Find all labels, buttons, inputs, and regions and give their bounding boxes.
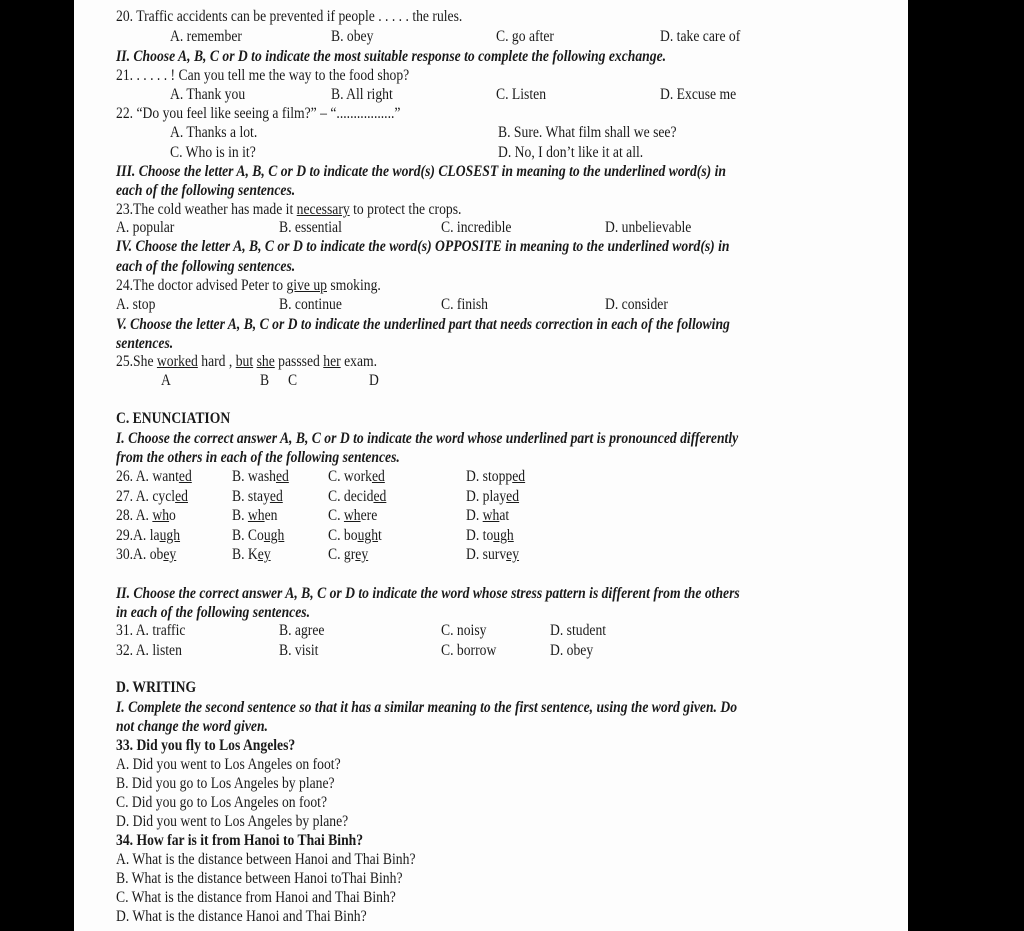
underlined-part: wh <box>482 507 500 524</box>
q34-option-d: D. What is the distance Hanoi and Thai Binh? <box>116 908 367 925</box>
q32-option-c: C. borrow <box>441 642 497 659</box>
underlined-part: ugh <box>263 526 285 544</box>
part4-heading-line1: IV. Choose the letter A, B, C or D to indicate the word(s) OPPOSITE in meaning to the underlined word(s) in <box>116 238 730 255</box>
q24-option-c: C. finish <box>441 296 488 313</box>
d1-heading-line2: not change the word given. <box>116 718 268 735</box>
q23-stem: 23.The cold weather has made it necessary to protect the crops. <box>116 201 462 218</box>
q23-underlined-word: necessary <box>296 201 350 218</box>
q33-stem: 33. Did you fly to Los Angeles? <box>116 737 296 754</box>
q22-option-c: C. Who is in it? <box>170 144 256 161</box>
q22-option-a: A. Thanks a lot. <box>170 124 258 141</box>
document-page <box>74 0 908 931</box>
underlined-part: wh <box>343 507 361 524</box>
pronunciation-option: C. bought <box>328 526 382 544</box>
pronunciation-option: 27. A. cycled <box>116 487 188 505</box>
q25-sentence: 25.She worked hard , but she passsed her exam. <box>116 353 378 370</box>
pronunciation-option: C. worked <box>328 468 385 485</box>
q31-option-a: 31. A. traffic <box>116 622 186 639</box>
part3-heading-line2: each of the following sentences. <box>116 182 296 199</box>
q33-option-c: C. Did you go to Los Angeles on foot? <box>116 794 328 811</box>
section-d-title: D. WRITING <box>116 679 197 696</box>
underlined-part: ugh <box>493 526 514 544</box>
pronunciation-option: D. what <box>466 507 510 524</box>
pronunciation-option: D. stopped <box>466 468 526 485</box>
pronunciation-option: D. survey <box>466 546 520 563</box>
q22-option-b: B. Sure. What film shall we see? <box>498 124 677 141</box>
q31-option-c: C. noisy <box>441 622 487 639</box>
q25-letter-c: C <box>288 372 298 389</box>
q21-option-a: A. Thank you <box>170 86 246 103</box>
q21-option-b: B. All right <box>331 86 393 103</box>
part5-heading-line2: sentences. <box>116 335 174 352</box>
pronunciation-option: B. stayed <box>232 487 283 505</box>
q32-option-d: D. obey <box>550 642 594 659</box>
q21-stem: 21. . . . . . ! Can you tell me the way to the food shop? <box>116 67 410 84</box>
pronunciation-option: C. grey <box>328 546 369 563</box>
q33-option-d: D. Did you went to Los Angeles by plane? <box>116 813 349 830</box>
underlined-part: ed <box>506 487 520 505</box>
pronunciation-option: C. decided <box>328 487 387 505</box>
q31-option-b: B. agree <box>279 622 325 639</box>
part5-heading-line1: V. Choose the letter A, B, C or D to indicate the underlined part that needs correction in each of the following <box>116 316 730 333</box>
section-c-title: C. ENUNCIATION <box>116 410 231 427</box>
pronunciation-option: C. where <box>328 507 378 524</box>
q34-option-c: C. What is the distance from Hanoi and Thai Binh? <box>116 889 396 906</box>
pronunciation-option: D. played <box>466 487 520 505</box>
q25-letter-a: A <box>161 372 171 389</box>
q33-option-b: B. Did you go to Los Angeles by plane? <box>116 775 335 792</box>
pronunciation-option: 29.A. laugh <box>116 526 181 544</box>
pronunciation-option: 26. A. wanted <box>116 468 192 485</box>
q21-option-d: D. Excuse me <box>660 86 737 103</box>
d1-heading-line1: I. Complete the second sentence so that it has a similar meaning to the first sentence, using the word given. Do <box>116 699 738 716</box>
q20-option-a: A. remember <box>170 28 242 45</box>
part4-heading-line2: each of the following sentences. <box>116 258 296 275</box>
q21-option-c: C. Listen <box>496 86 547 103</box>
underlined-part: ey <box>163 546 177 563</box>
underlined-part: ed <box>175 487 188 505</box>
q25-letter-b: B <box>260 372 270 389</box>
q32-option-a: 32. A. listen <box>116 642 182 659</box>
q22-option-d: D. No, I don’t like it at all. <box>498 144 644 161</box>
q24-underlined-phrase: give up <box>286 277 327 294</box>
c1-heading-line1: I. Choose the correct answer A, B, C or D to indicate the word whose underlined part is pronounced differently <box>116 430 739 447</box>
q34-option-b: B. What is the distance between Hanoi toThai Binh? <box>116 870 403 887</box>
underlined-part: wh <box>247 507 265 524</box>
q25-letter-d: D <box>369 372 379 389</box>
underlined-part: ed <box>275 468 289 485</box>
q23-option-c: C. incredible <box>441 219 512 236</box>
q31-option-d: D. student <box>550 622 607 639</box>
part3-heading-line1: III. Choose the letter A, B, C or D to indicate the word(s) CLOSEST in meaning to the underlined word(s) in <box>116 163 726 180</box>
underlined-part: ey <box>355 546 369 563</box>
q20-option-b: B. obey <box>331 28 374 45</box>
c2-heading-line1: II. Choose the correct answer A, B, C or D to indicate the word whose stress pattern is different from the others <box>116 585 740 602</box>
q23-option-b: B. essential <box>279 219 342 236</box>
part2-heading: II. Choose A, B, C or D to indicate the most suitable response to complete the following exchange. <box>116 48 667 65</box>
underlined-part: ugh <box>357 526 379 544</box>
q32-option-b: B. visit <box>279 642 319 659</box>
q20-option-c: C. go after <box>496 28 554 45</box>
pronunciation-option: B. washed <box>232 468 289 485</box>
q34-stem: 34. How far is it from Hanoi to Thai Binh? <box>116 832 364 849</box>
pronunciation-option: B. Key <box>232 546 271 563</box>
underlined-part: ed <box>178 468 192 485</box>
underlined-part: ey <box>257 546 271 563</box>
q34-option-a: A. What is the distance between Hanoi and Thai Binh? <box>116 851 416 868</box>
q20-stem: 20. Traffic accidents can be prevented if people . . . . . the rules. <box>116 8 463 25</box>
q22-stem: 22. “Do you feel like seeing a film?” – “.................” <box>116 105 401 122</box>
pronunciation-option: 30.A. obey <box>116 546 177 563</box>
underlined-part: ed <box>373 487 387 505</box>
pronunciation-option: 28. A. who <box>116 507 176 524</box>
pronunciation-option: B. when <box>232 507 278 524</box>
pronunciation-option: B. Cough <box>232 526 285 544</box>
q23-option-a: A. popular <box>116 219 175 236</box>
q24-stem: 24.The doctor advised Peter to give up smoking. <box>116 277 381 294</box>
c1-heading-line2: from the others in each of the following sentences. <box>116 449 400 466</box>
q33-option-a: A. Did you went to Los Angeles on foot? <box>116 756 341 773</box>
q24-option-a: A. stop <box>116 296 156 313</box>
underlined-part: ed <box>269 487 283 505</box>
q23-option-d: D. unbelievable <box>605 219 692 236</box>
q24-option-d: D. consider <box>605 296 668 313</box>
underlined-part: wh <box>152 507 170 524</box>
underlined-part: ed <box>371 468 385 485</box>
pronunciation-option: D. tough <box>466 526 514 544</box>
underlined-part: ed <box>512 468 526 485</box>
underlined-part: ey <box>506 546 520 563</box>
underlined-part: ugh <box>159 526 181 544</box>
q20-option-d: D. take care of <box>660 28 741 45</box>
c2-heading-line2: in each of the following sentences. <box>116 604 310 621</box>
q24-option-b: B. continue <box>279 296 342 313</box>
